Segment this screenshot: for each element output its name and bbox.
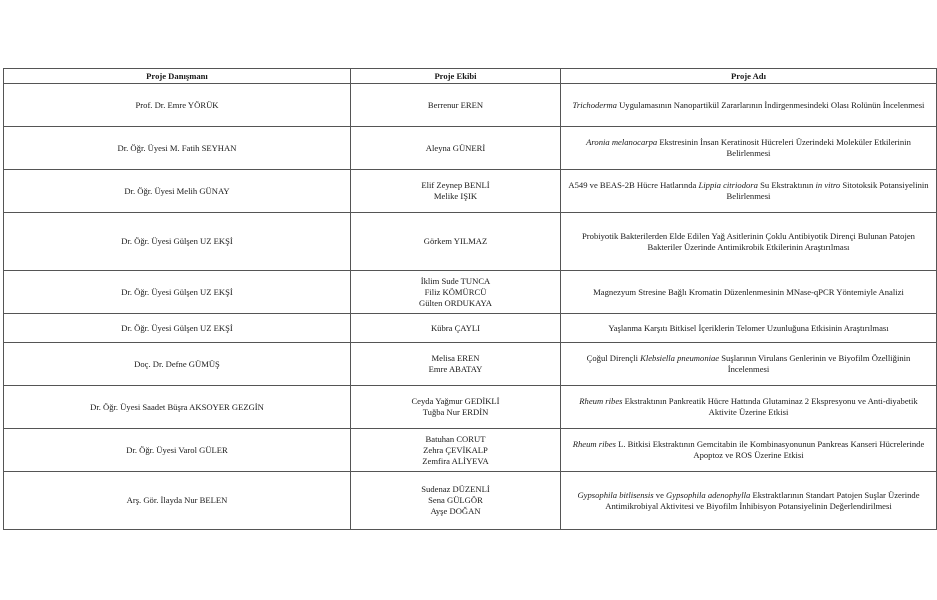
species-name: in vitro bbox=[815, 180, 841, 190]
title-text: Sitotoksik Potansiyelinin Belirlenmesi bbox=[726, 180, 929, 201]
title-text: ve bbox=[653, 489, 667, 500]
title-text: Çoğul Dirençli bbox=[586, 353, 641, 363]
advisor-name: Doç. Dr. Defne GÜMÜŞ bbox=[134, 358, 220, 369]
team-member: Sudenaz DÜZENLİ bbox=[421, 484, 490, 494]
project-title-cell bbox=[561, 472, 937, 530]
advisor-cell bbox=[4, 314, 351, 343]
advisor-name: Dr. Öğr. Üyesi Gülşen UZ EKŞİ bbox=[121, 286, 233, 297]
species-name: Trichoderma bbox=[572, 99, 617, 110]
team-cell bbox=[351, 386, 561, 429]
title-text: Ekstraktının Pankreatik Hücre Hattında Glutaminaz 2 Ekspresyonu ve Anti-diyabetik Aktivite Üzerine Etkisi bbox=[622, 396, 918, 417]
team-member: Görkem YILMAZ bbox=[423, 236, 488, 246]
team-member: Ayşe DOĞAN bbox=[430, 506, 481, 516]
title-text: Suşlarının Virulans Genlerinin ve Biyofilm Özelliğinin İncelenmesi bbox=[719, 353, 911, 374]
project-title-cell bbox=[561, 343, 937, 386]
team-member: Tuğba Nur ERDİN bbox=[422, 407, 489, 417]
team-member: Gülten ORDUKAYA bbox=[419, 297, 492, 308]
advisor-cell bbox=[4, 343, 351, 386]
species-name: Gypsophila bitlisensis bbox=[577, 489, 654, 500]
species-name: Klebsiella pneumoniae bbox=[640, 353, 720, 363]
title-text: Probiyotik Bakterilerden Elde Edilen Yağ Asitlerinin Çoklu Antibiyotik Dirençi Bulunan Patojen Bakteriler Üzerinde Antimikrobik Etkilerinin Araştırılması bbox=[582, 230, 915, 252]
team-cell bbox=[351, 343, 561, 386]
advisor-name: Dr. Öğr. Üyesi Varol GÜLER bbox=[126, 444, 228, 455]
team-member: Kübra ÇAYLI bbox=[430, 322, 481, 333]
table-row bbox=[4, 213, 937, 271]
team-member: Zemfira ALİYEVA bbox=[422, 455, 489, 466]
title-text: Su Ekstraktının bbox=[757, 180, 816, 190]
team-member: Ceyda Yağmur GEDİKLİ bbox=[411, 396, 500, 406]
team-member: Melike IŞIK bbox=[433, 191, 478, 201]
team-member: İklim Sude TUNCA bbox=[420, 275, 491, 286]
team-member: Berrenur EREN bbox=[427, 99, 484, 110]
species-name: Aronia melanocarpa bbox=[586, 137, 658, 147]
species-name: Lippia citriodora bbox=[698, 180, 758, 190]
team-member: Emre ABATAY bbox=[428, 364, 483, 374]
table-row bbox=[4, 429, 937, 472]
header-project-title: Proje Adı bbox=[561, 69, 937, 84]
team-member: Sena GÜLGÖR bbox=[428, 495, 483, 505]
header-row bbox=[4, 69, 937, 84]
team-cell bbox=[351, 127, 561, 170]
advisor-name: Arş. Gör. İlayda Nur BELEN bbox=[126, 495, 228, 505]
team-member: Melisa EREN bbox=[431, 353, 480, 363]
title-text: Ekstraktlarının Standart Patojen Suşlar Üzerinde Antimikrobiyal Aktivitesi ve Biyofilm İnhibisyon Potansiyelinin Değerlendirilmesi bbox=[605, 489, 920, 511]
project-table bbox=[3, 68, 937, 530]
advisor-name: Dr. Öğr. Üyesi Gülşen UZ EKŞİ bbox=[121, 236, 233, 246]
project-title-cell bbox=[561, 429, 937, 472]
team-member: Filiz KÖMÜRCÜ bbox=[424, 286, 487, 297]
table-row bbox=[4, 84, 937, 127]
advisor-cell bbox=[4, 271, 351, 314]
title-text: A549 ve BEAS-2B Hücre Hatlarında bbox=[568, 180, 699, 190]
table-row bbox=[4, 271, 937, 314]
project-title-cell bbox=[561, 84, 937, 127]
team-cell bbox=[351, 472, 561, 530]
table-row bbox=[4, 472, 937, 530]
team-cell bbox=[351, 314, 561, 343]
project-title-cell bbox=[561, 271, 937, 314]
title-text: Magnezyum Stresine Bağlı Kromatin Düzenlenmesinin MNase-qPCR Yöntemiyle Analizi bbox=[593, 286, 904, 297]
species-name: Rheum ribes bbox=[579, 396, 623, 406]
table-row bbox=[4, 343, 937, 386]
title-text: Uygulamasının Nanopartikül Zararlarının İndirgenmesindeki Olası Rolünün İncelenmesi bbox=[616, 99, 925, 110]
team-cell bbox=[351, 84, 561, 127]
advisor-name: Dr. Öğr. Üyesi Saadet Büşra AKSOYER GEZGİN bbox=[90, 401, 264, 412]
advisor-cell bbox=[4, 127, 351, 170]
team-cell bbox=[351, 271, 561, 314]
project-title-cell bbox=[561, 127, 937, 170]
title-text: Yaşlanma Karşıtı Bitkisel İçeriklerin Telomer Uzunluğuna Etkisinin Araştırılması bbox=[608, 322, 889, 333]
title-text: L. Bitkisi Ekstraktının Gemcitabin ile Kombinasyonunun Pankreas Kanseri Hücrelerinde Apoptoz ve ROS Üzerine Etkisi bbox=[615, 439, 925, 460]
table-row bbox=[4, 127, 937, 170]
advisor-name: Dr. Öğr. Üyesi M. Fatih SEYHAN bbox=[117, 142, 237, 153]
species-name: Gypsophila adenophylla bbox=[666, 489, 751, 500]
title-text: Ekstresinin İnsan Keratinosit Hücreleri Üzerindeki Moleküler Etkilerinin Belirlenmesi bbox=[657, 137, 911, 158]
team-member: Batuhan CORUT bbox=[425, 433, 486, 444]
advisor-cell bbox=[4, 170, 351, 213]
advisor-cell bbox=[4, 386, 351, 429]
advisor-name: Dr. Öğr. Üyesi Gülşen UZ EKŞİ bbox=[121, 322, 233, 333]
team-cell bbox=[351, 429, 561, 472]
table-row bbox=[4, 386, 937, 429]
advisor-cell bbox=[4, 213, 351, 271]
advisor-name: Dr. Öğr. Üyesi Melih GÜNAY bbox=[124, 185, 230, 196]
project-title-cell bbox=[561, 386, 937, 429]
team-member: Aleyna GÜNERİ bbox=[425, 142, 486, 153]
species-name: Rheum ribes bbox=[572, 439, 616, 449]
project-title-cell bbox=[561, 170, 937, 213]
advisor-name: Prof. Dr. Emre YÖRÜK bbox=[135, 99, 219, 110]
table-row bbox=[4, 314, 937, 343]
team-cell bbox=[351, 170, 561, 213]
header-advisor: Proje Danışmanı bbox=[4, 69, 351, 84]
table-row bbox=[4, 170, 937, 213]
advisor-cell bbox=[4, 429, 351, 472]
project-title-cell bbox=[561, 213, 937, 271]
project-title-cell bbox=[561, 314, 937, 343]
advisor-cell bbox=[4, 84, 351, 127]
team-cell bbox=[351, 213, 561, 271]
advisor-cell bbox=[4, 472, 351, 530]
team-member: Elif Zeynep BENLİ bbox=[421, 180, 490, 190]
team-member: Zehra ÇEVİKALP bbox=[423, 444, 488, 455]
header-team: Proje Ekibi bbox=[351, 69, 561, 84]
